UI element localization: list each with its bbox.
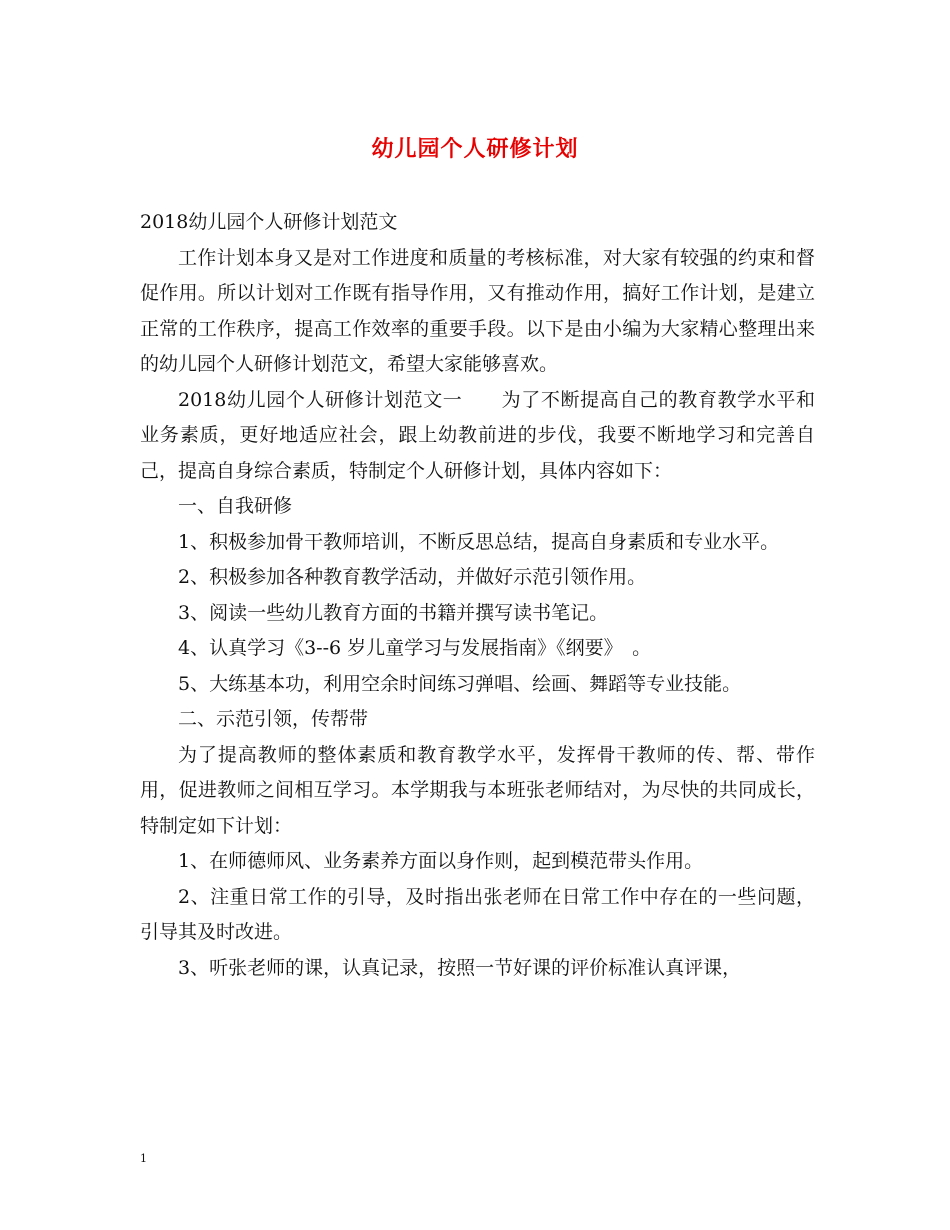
paragraph-intro: 工作计划本身又是对工作进度和质量的考核标准，对大家有较强的约束和督促作用。所以计划对工作既有指导作用，又有推动作用，搞好工作计划，是建立正常的工作秩序，提高工作效率的重要手段。以下是由小编为大家精心整理出来的幼儿园个人研修计划范文，希望大家能够喜欢。 — [140, 246, 815, 375]
page-number: 1 — [140, 1152, 147, 1165]
section-heading-mentoring: 二、示范引领，传帮带 — [178, 708, 369, 730]
list-item: 1、积极参加骨干教师培训，不断反思总结，提高自身素质和专业水平。 — [178, 530, 780, 553]
paragraph-subtitle: 2018幼儿园个人研修计划范文 — [140, 211, 398, 233]
document-title: 幼儿园个人研修计划 — [371, 136, 579, 162]
list-item: 5、大练基本功，利用空余时间练习弹唱、绘画、舞蹈等专业技能。 — [178, 672, 742, 695]
list-item: 2、积极参加各种教育教学活动，并做好示范引领作用。 — [178, 566, 647, 588]
list-item: 1、在师德师风、业务素养方面以身作则，起到模范带头作用。 — [178, 850, 704, 872]
list-item: 3、听张老师的课，认真记录，按照一节好课的评价标准认真评课， — [178, 956, 742, 979]
list-item: 4、认真学习《3--6 岁儿童学习与发展指南》《纲要》 。 — [178, 637, 652, 659]
paragraph-mentoring: 为了提高教师的整体素质和教育教学水平，发挥骨干教师的传、帮、带作用，促进教师之间相互学习。本学期我与本班张老师结对，为尽快的共同成长，特制定如下计划： — [140, 743, 815, 837]
list-item: 3、阅读一些幼儿教育方面的书籍并撰写读书笔记。 — [178, 601, 609, 624]
section-heading-self-study: 一、自我研修 — [178, 495, 293, 517]
document-body — [140, 205, 815, 986]
list-item: 2、注重日常工作的引导，及时指出张老师在日常工作中存在的一些问题，引导其及时改进。 — [140, 885, 815, 943]
paragraph-sample-one: 2018幼儿园个人研修计划范文一 为了不断提高自己的教育教学水平和业务素质，更好地适应社会，跟上幼教前进的步伐，我要不断地学习和完善自己，提高自身综合素质，特制定个人研修计划，具体内容如下： — [140, 388, 815, 482]
